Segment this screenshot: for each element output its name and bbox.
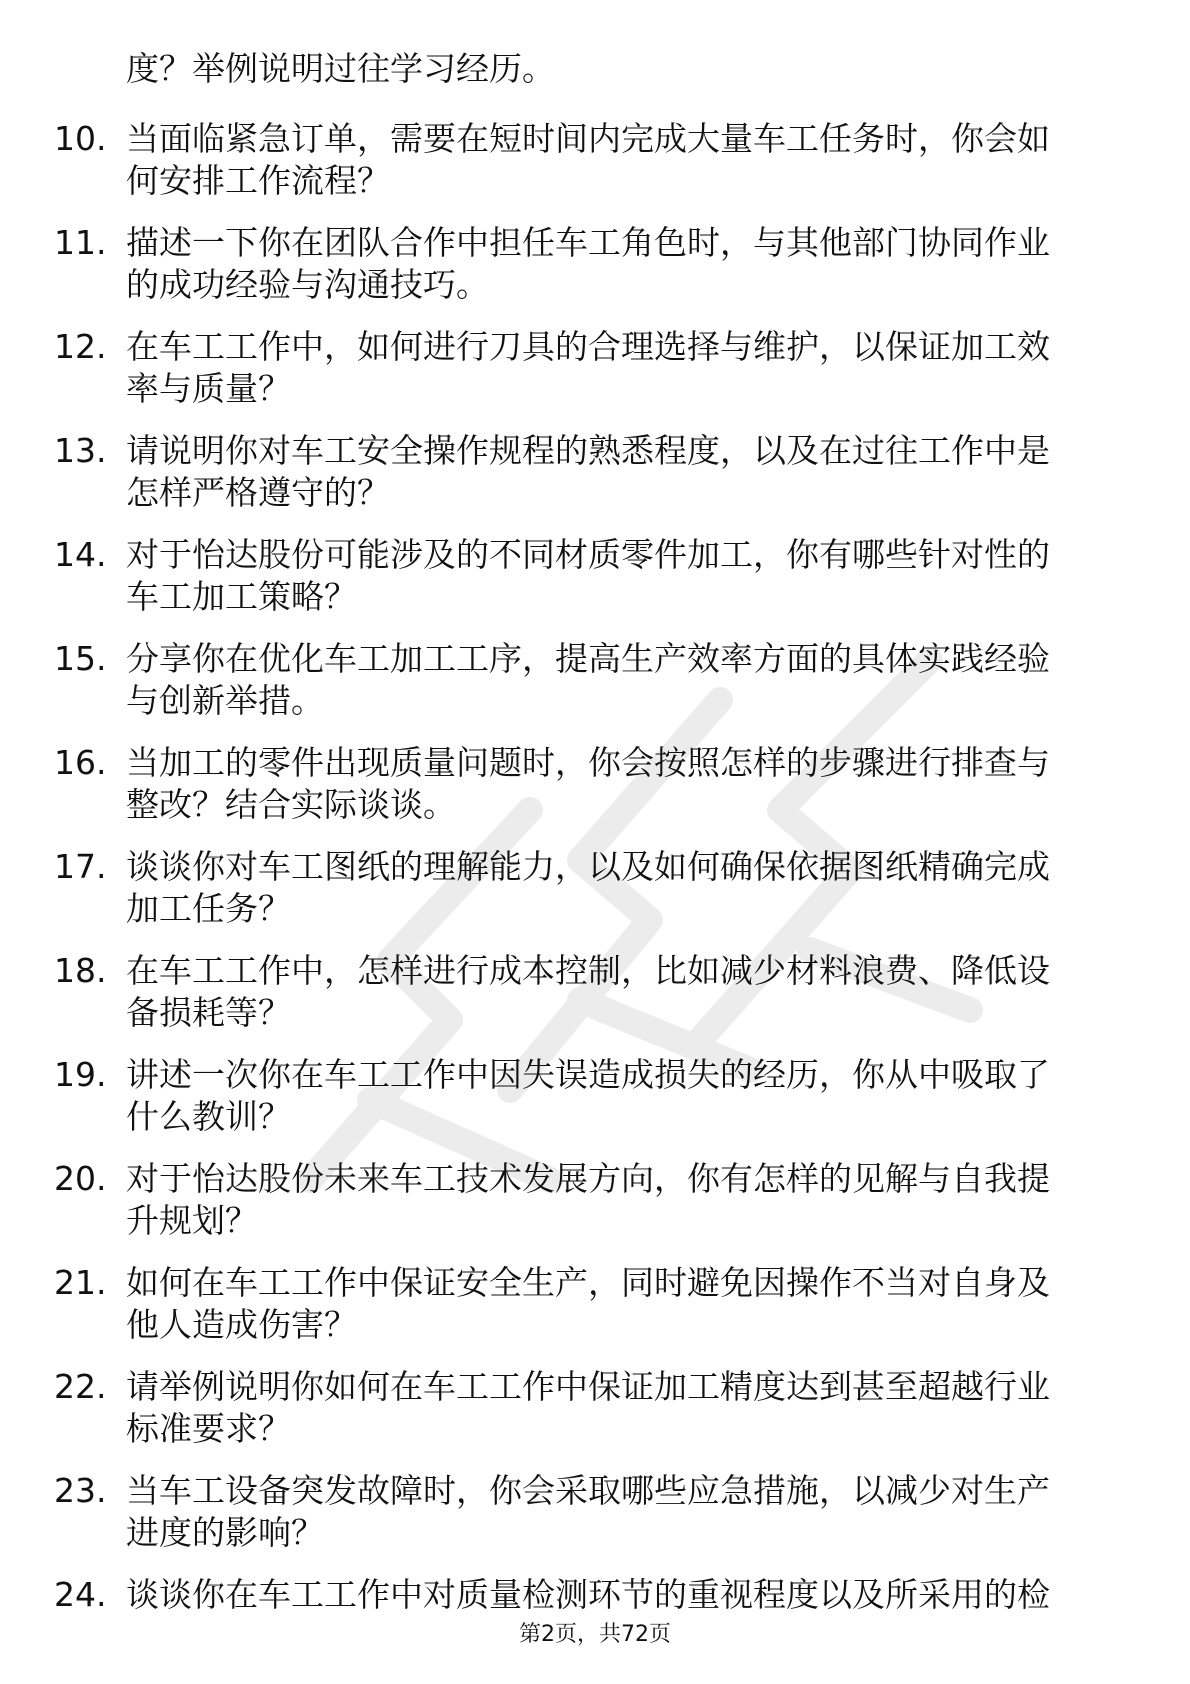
question-item xyxy=(0,1054,1190,1158)
question-text-line: 进度的影响？ xyxy=(126,1513,324,1552)
question-text xyxy=(126,1470,1126,1554)
question-text-line: 谈谈你在车工工作中对质量检测环节的重视程度以及所采用的检 xyxy=(126,1575,1050,1614)
question-text-line: 在车工工作中，怎样进行成本控制，比如减少材料浪费、降低设 xyxy=(126,951,1050,990)
question-item xyxy=(0,430,1190,534)
question-number: 19. xyxy=(54,1055,107,1094)
question-text-line: 的成功经验与沟通技巧。 xyxy=(126,265,489,304)
question-text-line: 分享你在优化车工加工工序，提高生产效率方面的具体实践经验 xyxy=(126,639,1050,678)
question-text-line: 他人造成伤害？ xyxy=(126,1305,357,1344)
question-text xyxy=(126,1054,1126,1138)
question-text-line: 谈谈你对车工图纸的理解能力，以及如何确保依据图纸精确完成 xyxy=(126,847,1050,886)
question-text-line: 怎样严格遵守的？ xyxy=(126,473,390,512)
question-list xyxy=(0,118,1190,1678)
question-text-line: 与创新举措。 xyxy=(126,681,324,720)
question-text-line: 在车工工作中，如何进行刀具的合理选择与维护，以保证加工效 xyxy=(126,327,1050,366)
question-text-line: 车工加工策略？ xyxy=(126,577,357,616)
question-text xyxy=(126,326,1126,410)
question-text xyxy=(126,222,1126,306)
question-text xyxy=(126,430,1126,514)
question-item xyxy=(0,742,1190,846)
question-text-line: 何安排工作流程？ xyxy=(126,161,390,200)
question-item xyxy=(0,1262,1190,1366)
question-item xyxy=(0,638,1190,742)
question-number: 21. xyxy=(54,1263,107,1302)
question-text-line: 加工任务？ xyxy=(126,889,291,928)
question-text xyxy=(126,534,1126,618)
question-text xyxy=(126,118,1126,202)
question-number: 12. xyxy=(54,327,107,366)
question-text-line: 率与质量？ xyxy=(126,369,291,408)
question-number: 15. xyxy=(54,639,107,678)
question-number: 13. xyxy=(54,431,107,470)
question-text xyxy=(126,1262,1126,1346)
question-text-line: 描述一下你在团队合作中担任车工角色时，与其他部门协同作业 xyxy=(126,223,1050,262)
question-number: 23. xyxy=(54,1471,107,1510)
question-text xyxy=(126,1366,1126,1450)
question-text-line: 什么教训？ xyxy=(126,1097,291,1136)
question-text xyxy=(126,950,1126,1034)
page-footer: 第2页，共72页 xyxy=(519,1622,671,1647)
question-number: 14. xyxy=(54,535,107,574)
question-number: 22. xyxy=(54,1367,107,1406)
question-item xyxy=(0,1366,1190,1470)
question-text-line: 当车工设备突发故障时，你会采取哪些应急措施，以减少对生产 xyxy=(126,1471,1050,1510)
question-number: 18. xyxy=(54,951,107,990)
question-item xyxy=(0,1470,1190,1574)
question-text-line: 升规划？ xyxy=(126,1201,258,1240)
question-number: 11. xyxy=(54,223,107,262)
question-item xyxy=(0,950,1190,1054)
continuation-line: 度？举例说明过往学习经历。 xyxy=(126,49,555,88)
question-text-line: 对于怡达股份可能涉及的不同材质零件加工，你有哪些针对性的 xyxy=(126,535,1050,574)
question-item xyxy=(0,118,1190,222)
question-text xyxy=(126,846,1126,930)
question-item xyxy=(0,846,1190,950)
question-item xyxy=(0,222,1190,326)
question-item xyxy=(0,1158,1190,1262)
question-text xyxy=(126,742,1126,826)
question-text-line: 请说明你对车工安全操作规程的熟悉程度，以及在过往工作中是 xyxy=(126,431,1050,470)
question-text-line: 整改？结合实际谈谈。 xyxy=(126,785,456,824)
question-text-line: 请举例说明你如何在车工工作中保证加工精度达到甚至超越行业 xyxy=(126,1367,1050,1406)
question-text xyxy=(126,1158,1126,1242)
question-number: 16. xyxy=(54,743,107,782)
question-item xyxy=(0,326,1190,430)
question-text-line: 标准要求？ xyxy=(126,1409,291,1448)
question-text xyxy=(126,1574,1126,1616)
question-text-line: 对于怡达股份未来车工技术发展方向，你有怎样的见解与自我提 xyxy=(126,1159,1050,1198)
question-text-line: 备损耗等？ xyxy=(126,993,291,1032)
question-text xyxy=(126,638,1126,722)
question-text-line: 当面临紧急订单，需要在短时间内完成大量车工任务时，你会如 xyxy=(126,119,1050,158)
question-text-line: 当加工的零件出现质量问题时，你会按照怎样的步骤进行排查与 xyxy=(126,743,1050,782)
question-number: 17. xyxy=(54,847,107,886)
question-number: 24. xyxy=(54,1575,107,1614)
question-text-line: 如何在车工工作中保证安全生产，同时避免因操作不当对自身及 xyxy=(126,1263,1050,1302)
question-item xyxy=(0,534,1190,638)
question-number: 20. xyxy=(54,1159,107,1198)
question-number: 10. xyxy=(54,119,107,158)
question-text-line: 讲述一次你在车工工作中因失误造成损失的经历，你从中吸取了 xyxy=(126,1055,1050,1094)
